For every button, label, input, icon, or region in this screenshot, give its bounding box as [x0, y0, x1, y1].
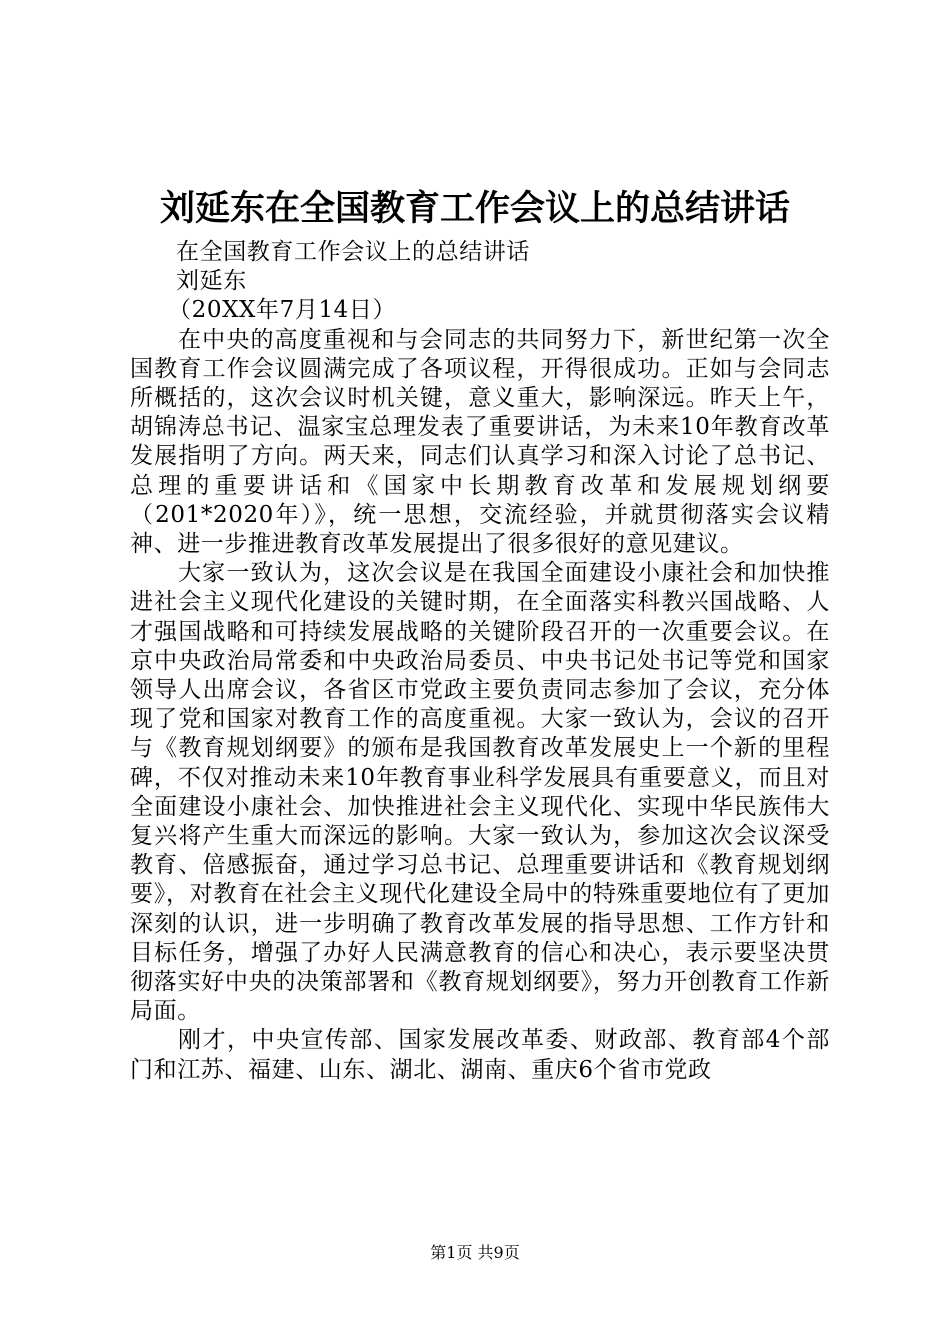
paragraph: 刚才，中央宣传部、国家发展改革委、财政部、教育部4个部门和江苏、福建、山东、湖北、湖南、重庆6个省市党政 — [130, 1027, 830, 1083]
document-body — [130, 238, 830, 1085]
document-author: 刘延东 — [176, 268, 247, 295]
document-date: （20XX年7月14日） — [168, 297, 397, 324]
document-subtitle: 在全国教育工作会议上的总结讲话 — [176, 239, 530, 265]
paragraph: 在中央的高度重视和与会同志的共同努力下，新世纪第一次全国教育工作会议圆满完成了各项议程，开得很成功。正如与会同志所概括的，这次会议时机关键，意义重大，影响深远。昨天上午，胡锦涛总书记、温家宝总理发表了重要讲话，为未来10年教育改革发展指明了方向。两天来，同志们认真学习和深入讨论了总书记、总理的重要讲话和《国家中长期教育改革和发展规划纲要（201*2020年）》，统一思想，交流经验，并就贯彻落实会议精神、进一步推进教育改革发展提出了很多很好的意见建议。 — [130, 326, 830, 558]
page-number-footer: 第1页 共9页 — [430, 1243, 520, 1262]
paragraph: 大家一致认为，这次会议是在我国全面建设小康社会和加快推进社会主义现代化建设的关键时期，在全面落实科教兴国战略、人才强国战略和可持续发展战略的关键阶段召开的一次重要会议。在京中央政治局常委和中央政治局委员、中央书记处书记等党和国家领导人出席会议，各省区市党政主要负责同志参加了会议，充分体现了党和国家对教育工作的高度重视。大家一致认为，会议的召开与《教育规划纲要》的颁布是我国教育改革发展史上一个新的里程碑，不仅对推动未来10年教育事业科学发展具有重要意义，而且对全面建设小康社会、加快推进社会主义现代化、实现中华民族伟大复兴将产生重大而深远的影响。大家一致认为，参加这次会议深受教育、倍感振奋，通过学习总书记、总理重要讲话和《教育规划纲要》，对教育在社会主义现代化建设全局中的特殊重要地位有了更加深刻的认识，进一步明确了教育改革发展的指导思想、工作方针和目标任务，增强了办好人民满意教育的信心和决心，表示要坚决贯彻落实好中央的决策部署和《教育规划纲要》，努力开创教育工作新局面。 — [130, 560, 830, 1025]
document-title: 刘延东在全国教育工作会议上的总结讲话 — [159, 188, 790, 229]
